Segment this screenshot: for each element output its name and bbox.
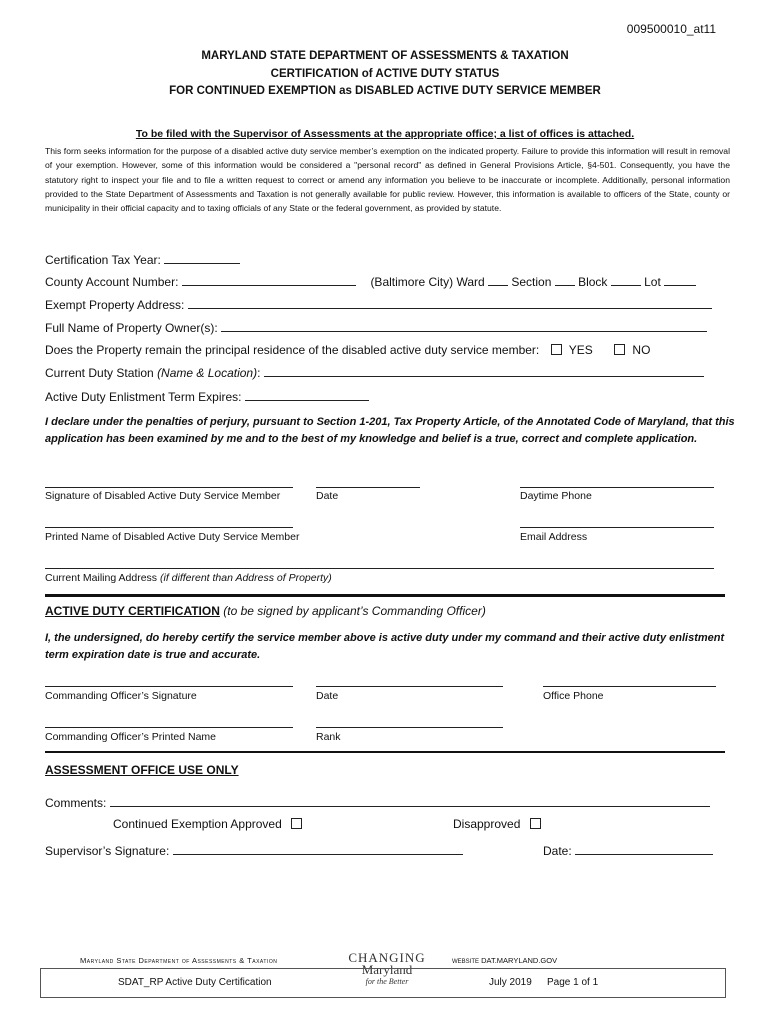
residence-row xyxy=(45,343,650,357)
section-label: Section xyxy=(511,275,552,289)
lot-label: Lot xyxy=(644,275,661,289)
title-line-2: CERTIFICATION of ACTIVE DUTY STATUS xyxy=(270,68,500,80)
approved-row xyxy=(113,817,306,831)
tax-year-label: Certification Tax Year: xyxy=(45,253,161,267)
duty-station-hint: (Name & Location) xyxy=(157,366,258,380)
county-account-label: County Account Number: xyxy=(45,275,179,289)
office-date-row xyxy=(543,843,713,858)
member-signature-label: Signature of Disabled Active Duty Service Member xyxy=(45,490,281,502)
exempt-address-row xyxy=(45,297,712,312)
co-signature-line[interactable] xyxy=(45,686,293,687)
mailing-address-label: Current Mailing Address xyxy=(45,572,158,584)
office-divider xyxy=(45,751,725,753)
enlistment-row xyxy=(45,389,369,404)
block-input[interactable] xyxy=(611,274,641,286)
active-duty-heading: ACTIVE DUTY CERTIFICATION xyxy=(45,604,220,618)
logo-line-1: CHANGING xyxy=(348,950,426,965)
daytime-phone-label: Daytime Phone xyxy=(520,490,592,502)
rank-label: Rank xyxy=(316,731,341,743)
approved-label: Continued Exemption Approved xyxy=(113,817,282,831)
county-account-input[interactable] xyxy=(182,274,356,286)
exempt-address-label: Exempt Property Address: xyxy=(45,298,185,312)
co-printed-name-line[interactable] xyxy=(45,727,293,728)
daytime-phone-line[interactable] xyxy=(520,487,714,488)
logo-line-2: Maryland xyxy=(361,962,413,977)
email-line[interactable] xyxy=(520,527,714,528)
section-divider xyxy=(45,594,725,597)
page-number: Page 1 of 1 xyxy=(547,977,599,988)
supervisor-signature-input[interactable] xyxy=(173,843,463,855)
yes-label: YES xyxy=(568,343,593,357)
co-signature-label: Commanding Officer’s Signature xyxy=(45,690,197,702)
approved-checkbox[interactable] xyxy=(291,818,302,829)
rank-line[interactable] xyxy=(316,727,503,728)
supervisor-signature-label: Supervisor’s Signature: xyxy=(45,844,170,858)
duty-station-input[interactable] xyxy=(264,365,704,377)
title-line-1: MARYLAND STATE DEPARTMENT OF ASSESSMENTS & TAXATION xyxy=(201,50,569,62)
disapproved-row xyxy=(453,817,545,831)
mailing-address-hint: (if different than Address of Property) xyxy=(159,572,332,584)
office-date-label: Date: xyxy=(543,844,572,858)
active-duty-heading-row xyxy=(45,604,486,618)
mailing-address-line[interactable] xyxy=(45,568,714,569)
disapproved-label: Disapproved xyxy=(453,817,521,831)
yes-checkbox[interactable] xyxy=(551,344,562,355)
form-name: SDAT_RP Active Duty Certification xyxy=(118,977,272,988)
member-date-label: Date xyxy=(316,490,339,502)
owner-name-row xyxy=(45,320,707,335)
lot-input[interactable] xyxy=(664,274,696,286)
duty-station-colon: : xyxy=(257,366,261,380)
ward-label: (Baltimore City) Ward xyxy=(370,275,485,289)
printed-name-line[interactable] xyxy=(45,527,293,528)
block-label: Block xyxy=(578,275,608,289)
residence-question: Does the Property remain the principal residence of the disabled active duty service member: xyxy=(45,343,540,357)
comments-input[interactable] xyxy=(110,795,710,807)
filing-note: To be filed with the Supervisor of Assessments at the appropriate office; a list of offices is attached. xyxy=(135,128,635,140)
supervisor-row xyxy=(45,843,463,858)
website-row xyxy=(452,956,557,965)
enlistment-input[interactable] xyxy=(245,389,369,401)
co-date-line[interactable] xyxy=(316,686,503,687)
certify-statement: I, the undersigned, do hereby certify the service member above is active duty under my command and their active duty enlistment term expiration date is true and accurate. xyxy=(45,632,725,661)
ward-input[interactable] xyxy=(488,274,508,286)
website-url[interactable]: DAT.MARYLAND.GOV xyxy=(481,956,558,965)
comments-row xyxy=(45,795,710,810)
agency-name: Maryland State Department of Assessments & Taxation xyxy=(80,956,278,965)
office-phone-label: Office Phone xyxy=(543,690,604,702)
section-input[interactable] xyxy=(555,274,575,286)
active-duty-hint: (to be signed by applicant’s Commanding Officer) xyxy=(223,604,486,618)
owner-name-input[interactable] xyxy=(221,320,707,332)
exempt-address-input[interactable] xyxy=(188,297,712,309)
office-use-heading: ASSESSMENT OFFICE USE ONLY xyxy=(45,763,239,777)
co-printed-name-label: Commanding Officer’s Printed Name xyxy=(45,731,216,743)
privacy-notice: This form seeks information for the purpose of a disabled active duty service member’s exemption on the indicated property. Failure to provide this information will result in removal of your exemption. However, some of this information would be considered a "personal record" as defined in General Provisions Article, §4-501. Consequently, you have the statutory right to inspect your file and to file a written request to correct or amend any information you believe to be inaccurate or incomplete. Additionally, personal information provided to the State Department of Assessments and Taxation is not generally available for public review. However, this information is available to officers of the State, county or municipality in their official capacity and to taxing officials of any State or the federal government, as provided by statute. xyxy=(45,146,730,214)
duty-station-label: Current Duty Station xyxy=(45,366,154,380)
declaration: I declare under the penalties of perjury, pursuant to Section 1-201, Tax Property Article, of the Annotated Code of Maryland, that this application has been examined by me and to the best of my knowledge and belief is a true, correct and complete application. xyxy=(45,416,735,445)
duty-station-row xyxy=(45,365,704,380)
no-label: NO xyxy=(632,343,651,357)
printed-name-label: Printed Name of Disabled Active Duty Service Member xyxy=(45,531,300,543)
form-id: 009500010_at11 xyxy=(626,22,716,36)
no-checkbox[interactable] xyxy=(614,344,625,355)
county-account-row xyxy=(45,274,696,289)
office-date-input[interactable] xyxy=(575,843,713,855)
disapproved-checkbox[interactable] xyxy=(530,818,541,829)
mailing-address-row xyxy=(45,572,332,584)
comments-label: Comments: xyxy=(45,796,107,810)
member-date-line[interactable] xyxy=(316,487,420,488)
tax-year-input[interactable] xyxy=(164,252,240,264)
logo-line-3: for the Better xyxy=(365,977,409,986)
title-line-3: FOR CONTINUED EXEMPTION as DISABLED ACTIVE DUTY SERVICE MEMBER xyxy=(169,85,601,97)
co-date-label: Date xyxy=(316,690,339,702)
owner-name-label: Full Name of Property Owner(s): xyxy=(45,321,218,335)
enlistment-label: Active Duty Enlistment Term Expires: xyxy=(45,390,242,404)
office-phone-line[interactable] xyxy=(543,686,716,687)
revision-date: July 2019 xyxy=(489,977,532,988)
email-label: Email Address xyxy=(520,531,588,543)
tax-year-row xyxy=(45,252,240,267)
website-label: WEBSITE xyxy=(452,959,480,965)
member-signature-line[interactable] xyxy=(45,487,293,488)
